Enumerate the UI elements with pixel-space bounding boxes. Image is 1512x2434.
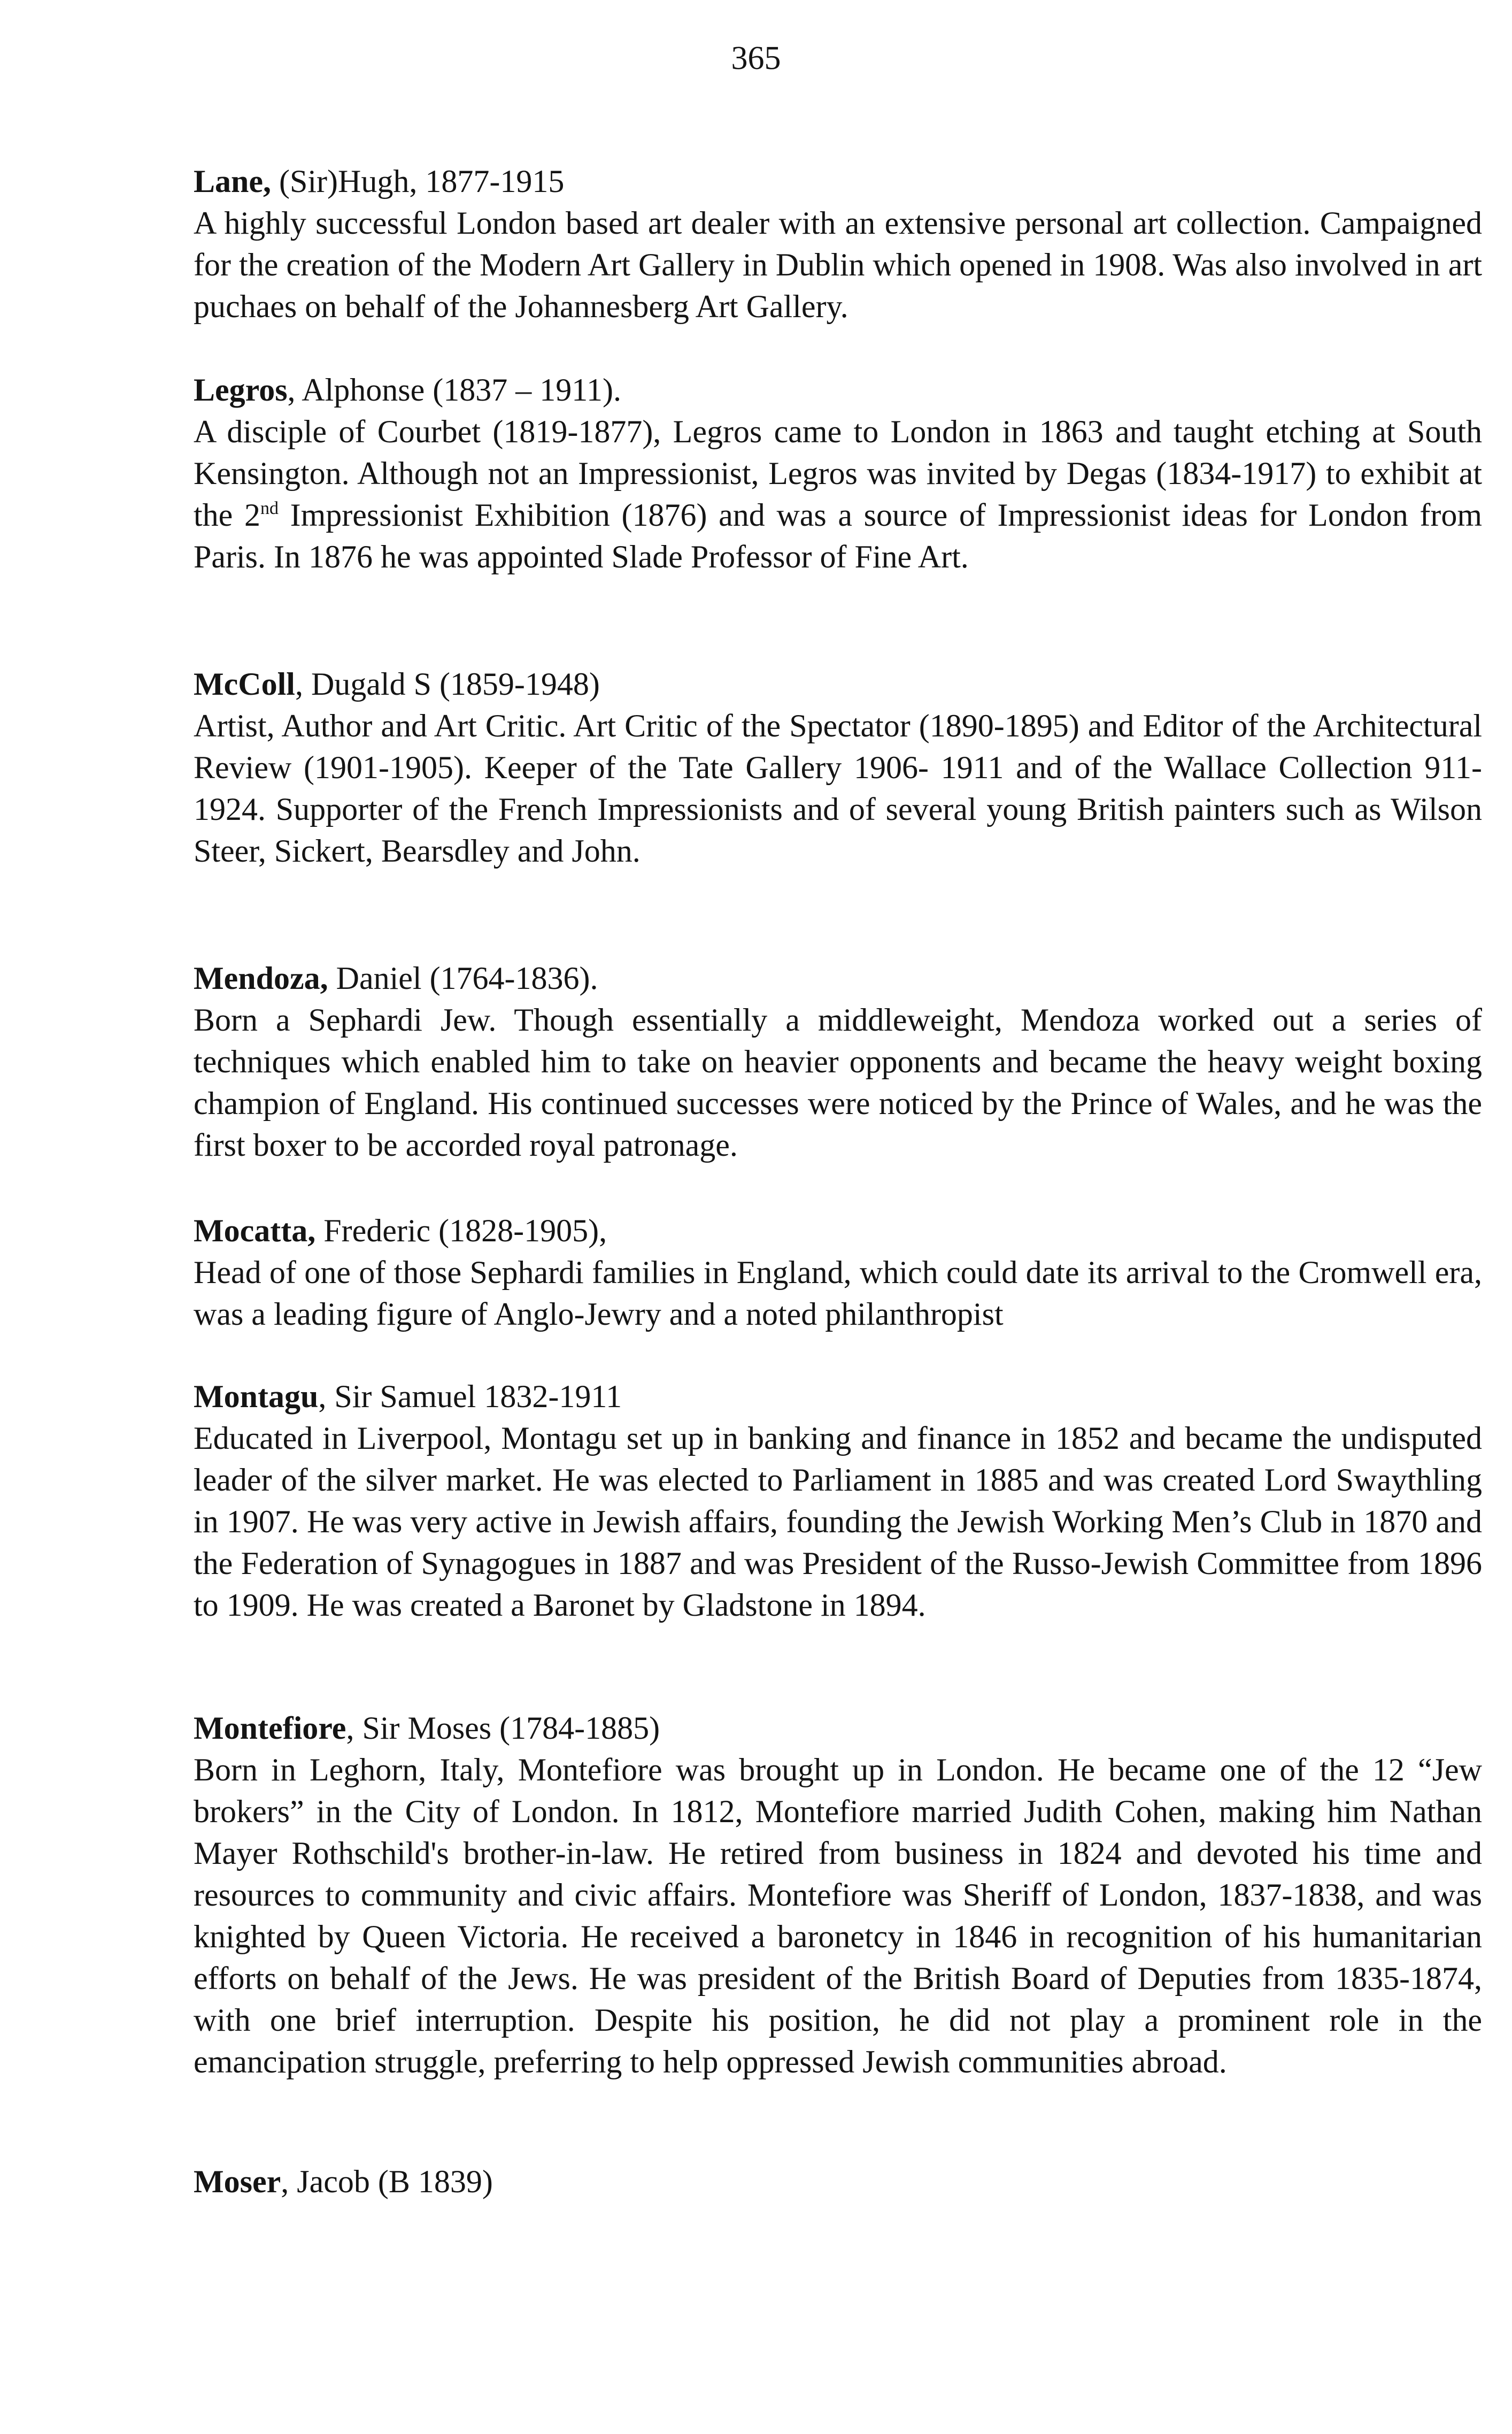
entry-surname: Legros (194, 372, 288, 408)
entry-mendoza (194, 957, 1482, 1166)
entry-mocatta (194, 1210, 1482, 1335)
entry-heading (194, 1376, 1482, 1417)
entry-surname: Montefiore (194, 1710, 346, 1746)
entry-moser (194, 2161, 1482, 2202)
entry-surname: Mendoza, (194, 961, 328, 996)
entry-surname: Lane, (194, 164, 272, 199)
entry-description (194, 411, 1482, 578)
entry-legros (194, 369, 1482, 578)
entry-name-dates: , Jacob (B 1839) (281, 2164, 493, 2199)
entry-name-dates: , Dugald S (1859-1948) (295, 666, 600, 702)
entry-description: Born a Sephardi Jew. Though essentially a middleweight, Mendoza worked out a series of techniques which enabled him to take on heavier opponents and became the heavy weight boxing champion of England. His continued successes were noticed by the Prince of Wales, and he was the first boxer to be accorded royal patronage. (194, 1002, 1482, 1163)
entry-description: A highly successful London based art dealer with an extensive personal art collection. Campaigned for the creation of the Modern Art Gallery in Dublin which opened in 1908. Was also involved in art puchaes on behalf of the Johannesberg Art Gallery. (194, 205, 1482, 324)
entry-surname: Montagu (194, 1379, 319, 1414)
entry-heading (194, 957, 1482, 999)
entry-description-part: A disciple of Courbet (1819-1877), Legros came to London in 1863 and taught etching at South Kensington. Although not an Impressionist, Legros was invited by Degas (1834-1917) to exhibit at the 2 (194, 414, 1482, 533)
entry-name-dates: Frederic (1828-1905), (315, 1213, 607, 1248)
entry-name-dates: , Sir Samuel 1832-1911 (318, 1379, 622, 1414)
entry-surname: McColl (194, 666, 295, 702)
entry-heading (194, 1707, 1482, 1749)
ordinal-suffix: nd (260, 498, 279, 518)
entry-name-dates: (Sir)Hugh, 1877-1915 (271, 164, 565, 199)
page-number: 365 (731, 40, 781, 76)
entry-description: Educated in Liverpool, Montagu set up in banking and finance in 1852 and became the undisputed leader of the silver market. He was elected to Parliament in 1885 and was created Lord Swaythling in 1907. He was very active in Jewish affairs, founding the Jewish Working Men’s Club in 1870 and the Federation of Synagogues in 1887 and was President of the Russo-Jewish Committee from 1896 to 1909. He was created a Baronet by Gladstone in 1894. (194, 1421, 1482, 1623)
entry-heading (194, 1210, 1482, 1251)
entry-name-dates: Daniel (1764-1836). (328, 961, 598, 996)
entry-heading (194, 2161, 1482, 2202)
entry-mccoll (194, 663, 1482, 872)
entry-montefiore (194, 1707, 1482, 2083)
entry-heading (194, 663, 1482, 705)
entry-surname: Mocatta, (194, 1213, 316, 1248)
entry-description-part: Impressionist Exhibition (1876) and was a source of Impressionist ideas for London from Paris. In 1876 he was appointed Slade Professor of Fine Art. (194, 497, 1482, 574)
entry-name-dates: , Alphonse (1837 – 1911). (287, 372, 621, 408)
entry-description: Head of one of those Sephardi families in England, which could date its arrival to the Cromwell era, was a leading figure of Anglo-Jewry and a noted philanthropist (194, 1255, 1482, 1332)
entry-heading (194, 369, 1482, 411)
entry-description: Born in Leghorn, Italy, Montefiore was brought up in London. He became one of the 12 “Jew brokers” in the City of London. In 1812, Montefiore married Judith Cohen, making him Nathan Mayer Rothschild's brother-in-law. He retired from business in 1824 and devoted his time and resources to community and civic affairs. Montefiore was Sheriff of London, 1837-1838, and was knighted by Queen Victoria. He received a baronetcy in 1846 in recognition of his humanitarian efforts on behalf of the Jews. He was president of the British Board of Deputies from 1835-1874, with one brief interruption. Despite his position, he did not play a prominent role in the emancipation struggle, preferring to help oppressed Jewish communities abroad. (194, 1752, 1482, 2079)
entry-name-dates: , Sir Moses (1784-1885) (346, 1710, 660, 1746)
entry-montagu (194, 1376, 1482, 1626)
entry-lane (194, 160, 1482, 327)
entry-description: Artist, Author and Art Critic. Art Critic of the Spectator (1890-1895) and Editor of the Architectural Review (1901-1905). Keeper of the Tate Gallery 1906- 1911 and of the Wallace Collection 911-1924. Supporter of the French Impressionists and of several young British painters such as Wilson Steer, Sickert, Bearsdley and John. (194, 708, 1482, 869)
entry-surname: Moser (194, 2164, 281, 2199)
entry-heading (194, 160, 1482, 202)
